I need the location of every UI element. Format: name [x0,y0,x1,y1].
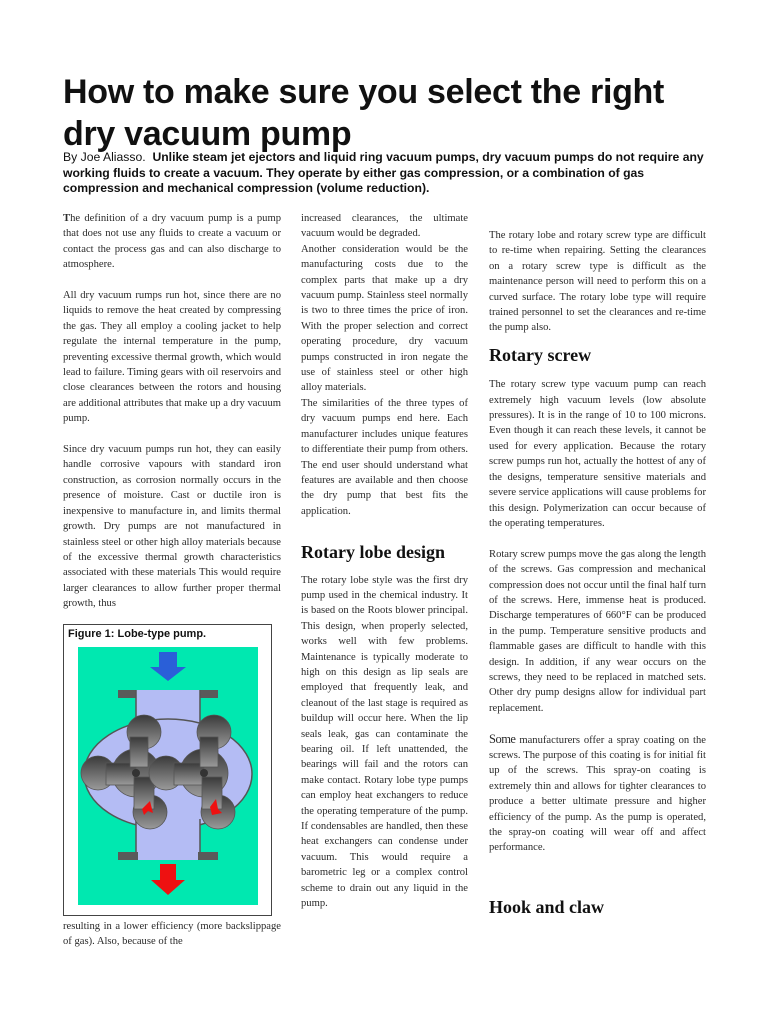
paragraph: The rotary lobe style was the first dry pump used in the chemical industry. It is based on the Roots blower principal. This design, when properly selected, works well with few problems. Maintenance is typically moderate to high on this design as lip seals are employed that frequently leak, and cleanout of the last stage is required as buildup will occur here. When the lip seals leak, gas can contaminate the bearing oil. If left unattended, the bearings will fail and the rotors can make contact. Rotary lobe type pumps can employ heat exchangers to reduce the operating temperature of the pump. If condensables are handled, then these heat exchangers can condense under vacuum. This would require a barometric leg or a complex control scheme to drain out any liquid in the pump. [301,574,468,910]
paragraph: Rotary screw pumps move the gas along the length of the screws. Gas compression and mechanical compression does not occur until the final half turn of the screws. Here, immense heat is produced. Discharge temperatures of 660°F can be produced in the pump. Temperature sensitive products and flammable gases are difficult to handle with this design. In addition, if any wear occurs on the screws, they need to be replaced in matched sets. Other dry pump designs allow for individual part replacement. [489,548,706,714]
paragraph: resulting in a lower efficiency (more backslippage of gas). Also, because of the [63,921,281,948]
column-2 [301,211,468,911]
lobe-pump-diagram [78,647,258,905]
paragraph: increased clearances, the ultimate vacuum would be degraded. [301,213,468,240]
summary: Unlike steam jet ejectors and liquid ring vacuum pumps, dry vacuum pumps do not require any working fluids to create a vacuum. They operate by either gas compression, or a combination of gas compression and mechanical compression (volume reduction). [63,150,704,195]
paragraph: Since dry vacuum pumps run hot, they can easily handle corrosive vapours with standard iron construction, as corrosion normally occurs in the presence of moisture. Cast or ductile iron is inexpensive to manufacture in, and limits thermal growth. Dry pumps are not manufactured in stainless steel or other high alloy materials because of the excessive thermal growth characteristics associated with these materials This would require larger clearances to allow further proper thermal growth, thus [63,444,281,610]
paragraph: Some manufacturers offer a spray coating on the screws. The purpose of this coating is for initial fit up of the screws. This spray-on coating is extremely thin and allows for tighter clearances to produce a better ultimate pressure and higher efficiency of the pump. As the pump is operated, the spray-on coating will wear off and affect performance. [489,731,706,854]
figure-lobe-pump [63,624,272,916]
article-title: How to make sure you select the right dry vacuum pump [63,72,665,153]
paragraph: All dry vacuum rumps run hot, since there are no liquids to remove the heat created by compressing the gas. They all employ a cooling jacket to help regulate the internal temperature in the pump, preventing excessive thermal growth, which would lead to failure. Timing gears with oil reservoirs and close clearances between the rotors and housing are additional attributes that make up a dry vacuum pump. [63,290,281,425]
section-heading-hook-and-claw: Hook and claw [489,896,605,917]
paragraph: Another consideration would be the manufacturing costs due to the complex parts that make up a dry vacuum pump. Stainless steel normally is two to three times the price of iron. With the proper selection and correct operating procedure, dry vacuum pumps constructed in iron negate the use of stainless steel or other high alloy materials. [301,243,468,394]
drop-cap: T [63,213,71,224]
section-heading-rotary-lobe: Rotary lobe design [301,542,445,563]
column-1-continued [63,919,281,950]
section-heading-rotary-screw: Rotary screw [489,344,592,365]
figure-caption: Figure 1: Lobe-type pump. [68,628,207,640]
column-3 [489,228,706,915]
paragraph: The rotary lobe and rotary screw type are difficult to re-time when repairing. Setting the clearances on a rotary screw type is difficult as the maintenance person will need to perform this on a curved surface. The rotary lobe type will require trained personnel to set the clearances and re-time the pump also. [489,230,706,334]
paragraph: The definition of a dry vacuum pump is a pump that does not use any fluids to create a vacuum or contact the process gas and can also discharge to atmosphere. [63,213,281,271]
paragraph: The similarities of the three types of dry vacuum pumps end here. Each manufacturer includes unique features to differentiate their pump from others. The end user should understand what features are available and then choose the dry pump that best fits the application. [301,397,468,517]
byline: By Joe Aliasso. [63,150,146,164]
lead-word: Some [489,731,516,746]
paragraph: The rotary screw type vacuum pump can reach extremely high vacuum levels (low absolute pressures). It is in the range of 10 to 100 microns. Even though it can reach these levels, it cannot be used for every application. Because the rotary screw pumps run hot, actually the hottest of any of the designs, temperature sensitive materials and severe service applications will cause problems for this design. Polymerization can occur because of the operating temperatures. [489,379,706,529]
article-lede [63,150,723,197]
column-1 [63,211,281,612]
